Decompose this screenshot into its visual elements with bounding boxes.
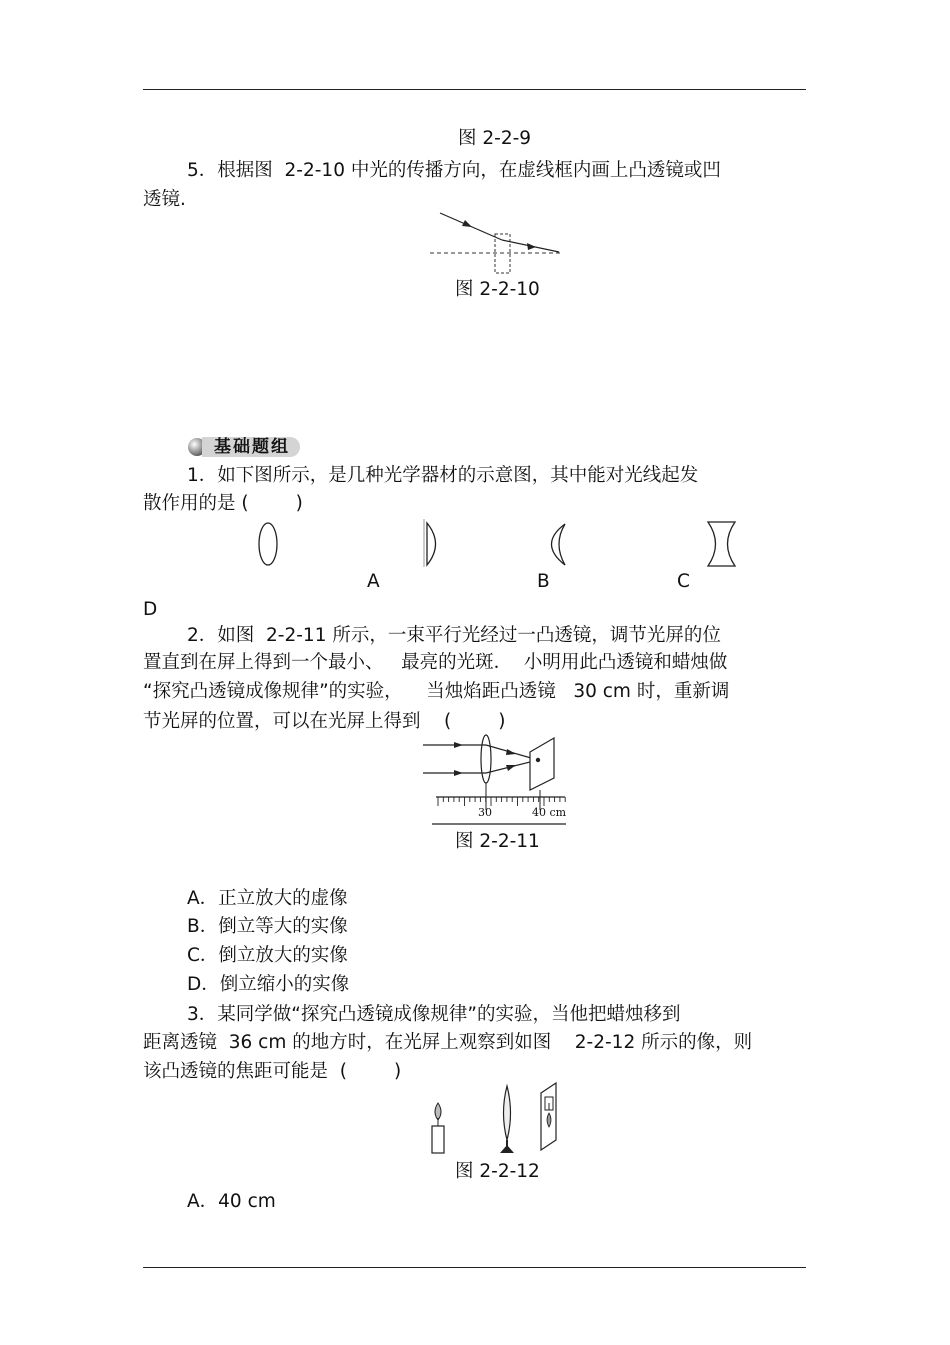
option-label-d: D: [143, 599, 158, 620]
ruler-mark-30: 30: [478, 806, 492, 819]
question-3-line-3: 该凸透镜的焦距可能是 ( ): [143, 1061, 402, 1082]
question-2-line-2: 置直到在屏上得到一个最小、 最亮的光斑． 小明用此凸透镜和蜡烛做: [143, 652, 728, 673]
option-label-b: B: [537, 571, 550, 592]
question-1-line-1: 1．如下图所示，是几种光学器材的示意图，其中能对光线起发: [187, 465, 699, 486]
question-2-option-b: B．倒立等大的实像: [187, 916, 348, 937]
figure-caption-2-2-11: 图 2-2-11: [455, 831, 540, 852]
question-3-option-a: A．40 cm: [187, 1191, 276, 1212]
figure-caption-2-2-12: 图 2-2-12: [455, 1161, 540, 1182]
question-3-line-2: 距离透镜 36 cm 的地方时，在光屏上观察到如图 2-2-12 所示的像，则: [143, 1032, 753, 1053]
section-title: 基础题组: [202, 437, 300, 457]
footer-rule: [143, 1267, 806, 1268]
figure-caption-2-2-9: 图 2-2-9: [458, 128, 532, 149]
question-2-line-1: 2．如图 2-2-11 所示，一束平行光经过一凸透镜，调节光屏的位: [187, 625, 721, 646]
question-5-line-1: 5．根据图 2-2-10 中光的传播方向，在虚线框内画上凸透镜或凹: [187, 160, 721, 181]
question-2-option-a: A．正立放大的虚像: [187, 888, 348, 909]
question-2-line-3: “探究凸透镜成像规律”的实验， 当烛焰距凸透镜 30 cm 时，重新调: [143, 681, 730, 702]
option-label-a: A: [367, 571, 380, 592]
figure-caption-2-2-10: 图 2-2-10: [455, 279, 540, 300]
question-2-option-d: D．倒立缩小的实像: [187, 974, 350, 995]
header-rule: [143, 89, 806, 90]
question-5-line-2: 透镜.: [143, 189, 186, 210]
option-label-c: C: [677, 571, 690, 592]
question-3-line-1: 3．某同学做“探究凸透镜成像规律”的实验，当他把蜡烛移到: [187, 1004, 681, 1025]
question-2-line-4: 节光屏的位置，可以在光屏上得到 ( ): [143, 711, 506, 732]
ruler-mark-40cm: 40 cm: [532, 806, 567, 819]
question-1-line-2: 散作用的是 ( ): [143, 493, 303, 514]
section-badge: [188, 436, 300, 458]
question-2-option-c: C．倒立放大的实像: [187, 945, 348, 966]
